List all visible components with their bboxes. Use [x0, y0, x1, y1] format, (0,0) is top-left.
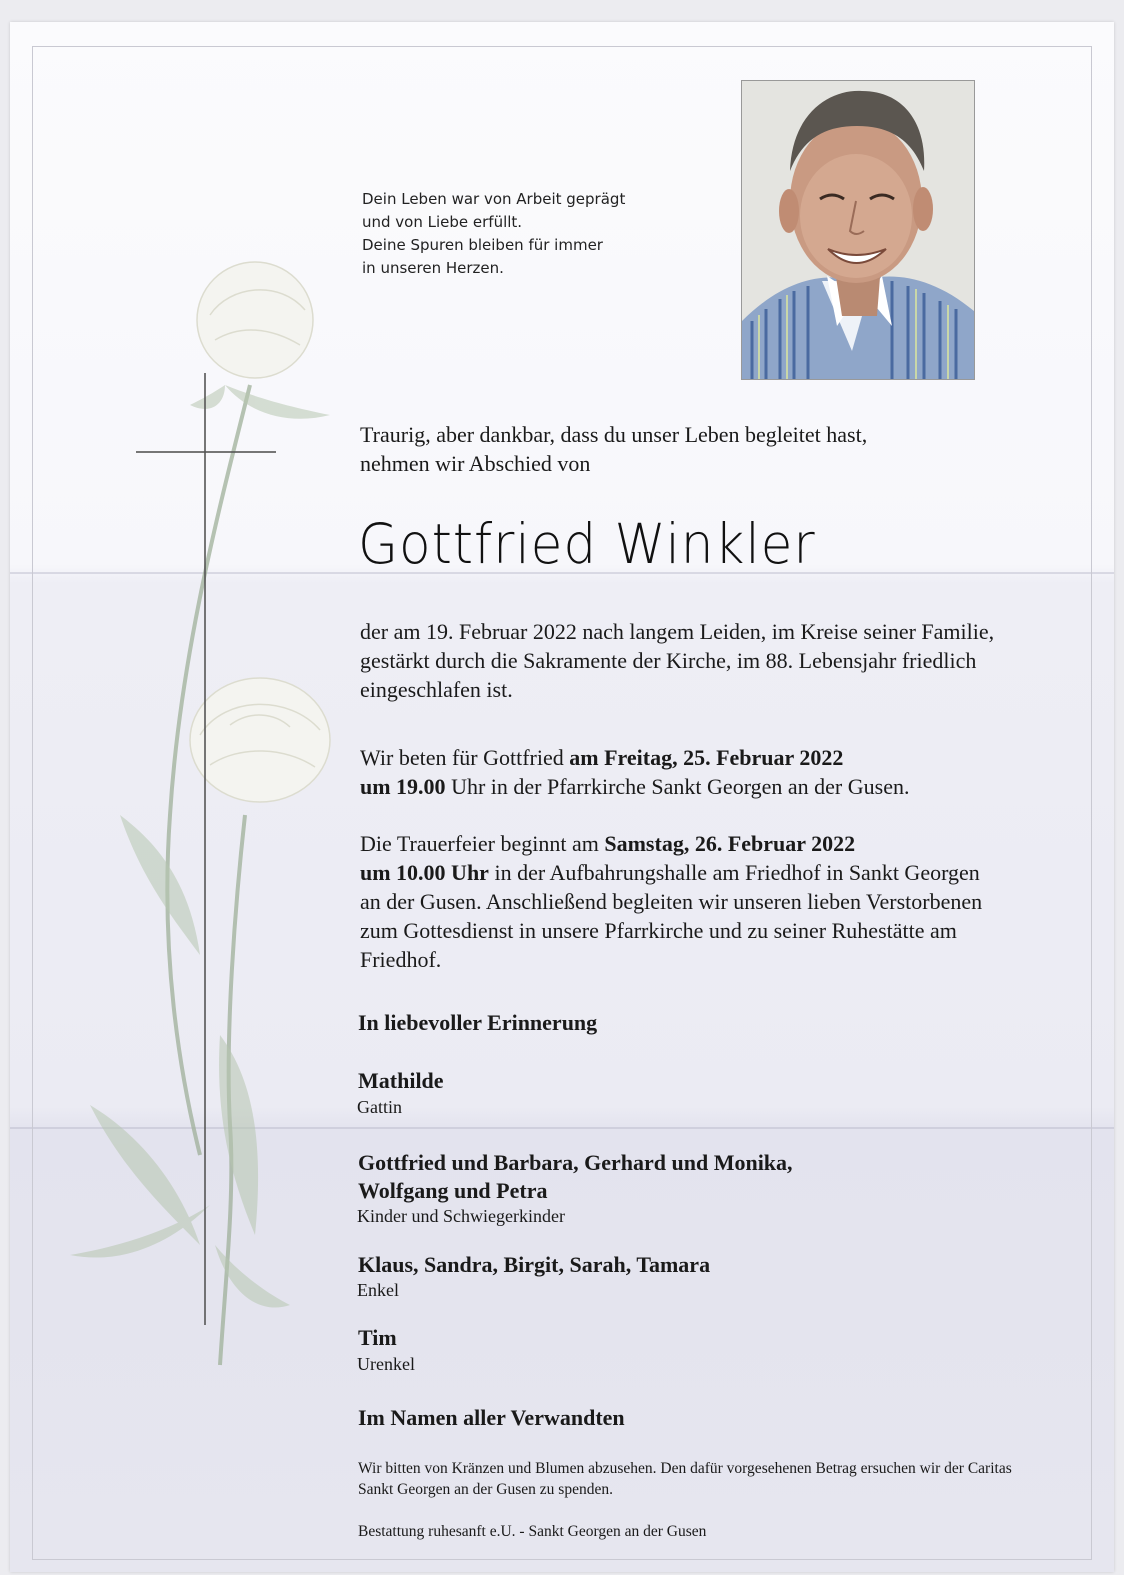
- death-notice: der am 19. Februar 2022 nach langem Leiden, im Kreise seiner Familie, gestärkt durch die Sakramente der Kirche, im 88. Lebensjahr friedlich eingeschlafen ist.: [360, 619, 995, 702]
- mourner-role: Gattin: [357, 1097, 402, 1117]
- mourner-role: Enkel: [357, 1280, 399, 1300]
- prayer-rest: Uhr in der Pfarrkirche Sankt Georgen an der Gusen.: [445, 774, 910, 799]
- mourner-role: Urenkel: [357, 1354, 415, 1374]
- prayer-time: um 19.00: [360, 774, 446, 799]
- prayer-info: [360, 743, 1060, 801]
- funeral-rest: in der Aufbahrungshalle am Friedhof in Sankt Georgen an der Gusen. Anschließend begleiten wir unseren lieben Verstorbenen zum Gottesdienst in unsere Pfarrkirche und zu seiner Ruhestätte am Friedhof.: [360, 860, 983, 972]
- cross-bar: [136, 451, 276, 453]
- mourner-names: Gottfried und Barbara, Gerhard und Monika, Wolfgang und Petra: [358, 1150, 793, 1203]
- funeral-lead: Die Trauerfeier beginnt am: [360, 831, 605, 856]
- mourner-names: Mathilde: [358, 1068, 444, 1093]
- deceased-name: Gottfried Winkler: [358, 512, 816, 576]
- funeral-date: Samstag, 26. Februar 2022: [604, 831, 856, 856]
- white-rose-icon: [50, 255, 350, 1435]
- funeral-info: [360, 829, 1000, 974]
- undertaker: Bestattung ruhesanft e.U. - Sankt Georgen an der Gusen: [358, 1523, 707, 1540]
- intro-text: Traurig, aber dankbar, dass du unser Leben begleitet hast, nehmen wir Abschied von: [360, 422, 868, 476]
- prayer-lead: Wir beten für Gottfried: [360, 745, 570, 770]
- motto: Dein Leben war von Arbeit geprägt und von Liebe erfüllt. Deine Spuren bleiben für immer in unseren Herzen.: [362, 190, 626, 277]
- mourner-names: Klaus, Sandra, Birgit, Sarah, Tamara: [358, 1252, 711, 1277]
- funeral-time: um 10.00 Uhr: [360, 860, 489, 885]
- mourner-role: Kinder und Schwiegerkinder: [357, 1206, 565, 1226]
- portrait-photo: [741, 80, 975, 380]
- mourner-names: Tim: [358, 1325, 397, 1350]
- donation-note: Wir bitten von Kränzen und Blumen abzusehen. Den dafür vorgesehenen Betrag ersuchen wir der Caritas Sankt Georgen an der Gusen zu spenden.: [358, 1460, 1012, 1498]
- closing-line: Im Namen aller Verwandten: [358, 1405, 625, 1430]
- cross-icon: [204, 373, 206, 1325]
- prayer-date: am Freitag, 25. Februar 2022: [569, 745, 844, 770]
- remembrance-heading: In liebevoller Erinnerung: [358, 1010, 598, 1035]
